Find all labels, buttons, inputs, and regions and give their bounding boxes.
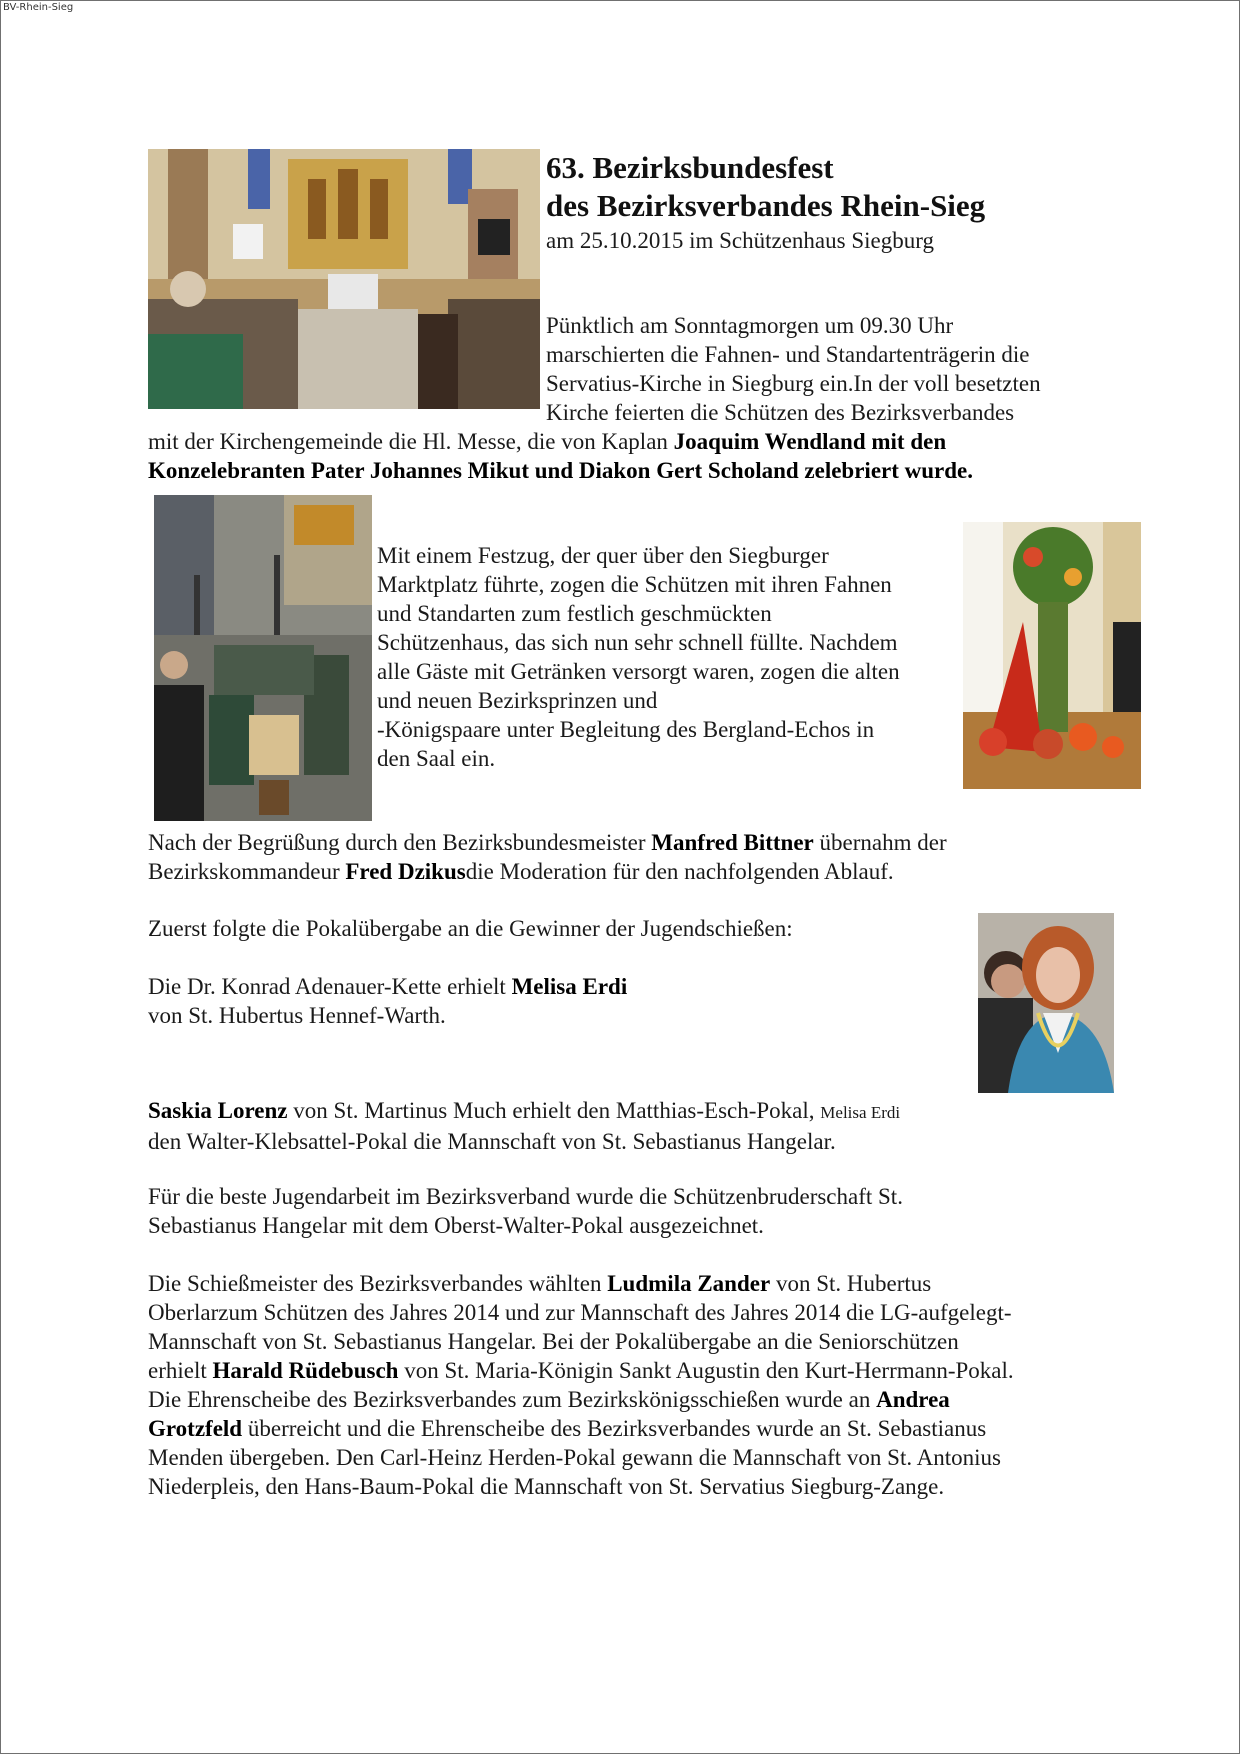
parade-photo: [154, 495, 372, 821]
masters-text-5a: Die Ehrenscheibe des Bezirksverbandes zum Bezirkskönigsschießen wurde an: [148, 1387, 877, 1412]
greeting-text-3: Bezirkskommandeur: [148, 859, 346, 884]
paragraph-mass: [546, 311, 1041, 427]
adenauer-text: Die Dr. Konrad Adenauer-Kette erhielt: [148, 974, 512, 999]
paragraph-shooting-masters: [148, 1269, 1014, 1501]
masters-line-2: Oberlarzum Schützen des Jahres 2014 und zur Mannschaft des Jahres 2014 die LG-aufgelegt-: [148, 1300, 1012, 1325]
masters-line-7: Menden übergeben. Den Carl-Heinz Herden-Pokal gewann die Mannschaft von St. Antonius: [148, 1445, 1001, 1470]
mass-cont-text: mit der Kirchengemeinde die Hl. Messe, die von Kaplan: [148, 429, 674, 454]
parade-line-5: alle Gäste mit Getränken versorgt waren, zogen die alten: [377, 659, 900, 684]
title-line-2: des Bezirksverbandes Rhein-Sieg: [546, 188, 986, 223]
paragraph-adenauer-chain: [148, 972, 627, 1030]
masters-line-3: Mannschaft von St. Sebastianus Hangelar. Bei der Pokalübergabe an die Seniorschützen: [148, 1329, 959, 1354]
parade-line-1: Mit einem Festzug, der quer über den Siegburger: [377, 543, 829, 568]
title-line-1: 63. Bezirksbundesfest: [546, 150, 834, 185]
paragraph-mass-continued: [148, 427, 973, 485]
article-title: [546, 149, 985, 225]
parade-line-6: und neuen Bezirksprinzen und: [377, 688, 658, 713]
paragraph-esch-pokal: [148, 1096, 900, 1156]
portrait-caption: Melisa Erdi: [820, 1103, 901, 1122]
masters-text-1a: Die Schießmeister des Bezirksverbandes wählten: [148, 1271, 608, 1296]
masters-text-6b: überreicht und die Ehrenscheibe des Bezirksverbandes wurde an St. Sebastianus: [242, 1416, 987, 1441]
adenauer-club: von St. Hubertus Hennef-Warth.: [148, 1003, 446, 1028]
youth-work-line-1: Für die beste Jugendarbeit im Bezirksverband wurde die Schützenbruderschaft St.: [148, 1184, 903, 1209]
youth-work-line-2: Sebastianus Hangelar mit dem Oberst-Walter-Pokal ausgezeichnet.: [148, 1213, 764, 1238]
parade-line-2: Marktplatz führte, zogen die Schützen mit ihren Fahnen: [377, 572, 892, 597]
greeting-text-2: übernahm der: [813, 830, 947, 855]
paragraph-parade: [377, 541, 900, 773]
mass-line-2: marschierten die Fahnen- und Standartenträgerin die: [546, 342, 1030, 367]
masters-bold-ruedebusch: Harald Rüdebusch: [212, 1358, 399, 1383]
masters-line-8: Niederpleis, den Hans-Baum-Pokal die Mannschaft von St. Servatius Siegburg-Zange.: [148, 1474, 945, 1499]
parade-line-8: den Saal ein.: [377, 746, 496, 771]
paragraph-greeting: [148, 828, 947, 886]
date-line: am 25.10.2015 im Schützenhaus Siegburg: [546, 228, 934, 253]
masters-text-4a: erhielt: [148, 1358, 213, 1383]
masters-bold-andrea: Andrea: [876, 1387, 950, 1412]
parade-line-3: und Standarten zum festlich geschmückten: [377, 601, 772, 626]
greeting-text-4: die Moderation für den nachfolgenden Ablauf.: [465, 859, 894, 884]
greeting-bold-bittner: Manfred Bittner: [651, 830, 814, 855]
mass-line-3: Servatius-Kirche in Siegburg ein.In der voll besetzten: [546, 371, 1041, 396]
masters-bold-grotzfeld: Grotzfeld: [148, 1416, 243, 1441]
mass-cont-bold-2: Konzelebranten Pater Johannes Mikut und Diakon Gert Scholand zelebriert wurde.: [148, 458, 974, 483]
parade-line-4: Schützenhaus, das sich nun sehr schnell füllte. Nachdem: [377, 630, 898, 655]
esch-text: von St. Martinus Much erhielt den Matthias-Esch-Pokal,: [287, 1098, 821, 1123]
masters-bold-zander: Ludmila Zander: [607, 1271, 771, 1296]
masters-text-4c: von St. Maria-Königin Sankt Augustin den Kurt-Herrmann-Pokal.: [398, 1358, 1014, 1383]
masters-text-1c: von St. Hubertus: [770, 1271, 932, 1296]
document-tab-label: BV-Rhein-Sieg: [3, 2, 74, 13]
paragraph-youth-intro: Zuerst folgte die Pokalübergabe an die Gewinner der Jugendschießen:: [148, 916, 793, 941]
paragraph-youth-work: [148, 1182, 903, 1240]
esch-bold-name: Saskia Lorenz: [148, 1098, 288, 1123]
church-interior-photo: [148, 149, 540, 409]
greeting-bold-dzikus: Fred Dzikus: [345, 859, 466, 884]
mass-line-1: Pünktlich am Sonntagmorgen um 09.30 Uhr: [546, 313, 954, 338]
parade-line-7: -Königspaare unter Begleitung des Bergland-Echos in: [377, 717, 875, 742]
adenauer-bold-name: Melisa Erdi: [511, 974, 628, 999]
flower-arrangement-photo: [963, 522, 1141, 789]
klebsattel-text: den Walter-Klebsattel-Pokal die Mannschaft von St. Sebastianus Hangelar.: [148, 1129, 836, 1154]
mass-line-4: Kirche feierten die Schützen des Bezirksverbandes: [546, 400, 1015, 425]
portrait-photo-melisa-erdi: [978, 913, 1114, 1093]
mass-cont-bold-1: Joaquim Wendland mit den: [673, 429, 947, 454]
greeting-text-1: Nach der Begrüßung durch den Bezirksbundesmeister: [148, 830, 652, 855]
